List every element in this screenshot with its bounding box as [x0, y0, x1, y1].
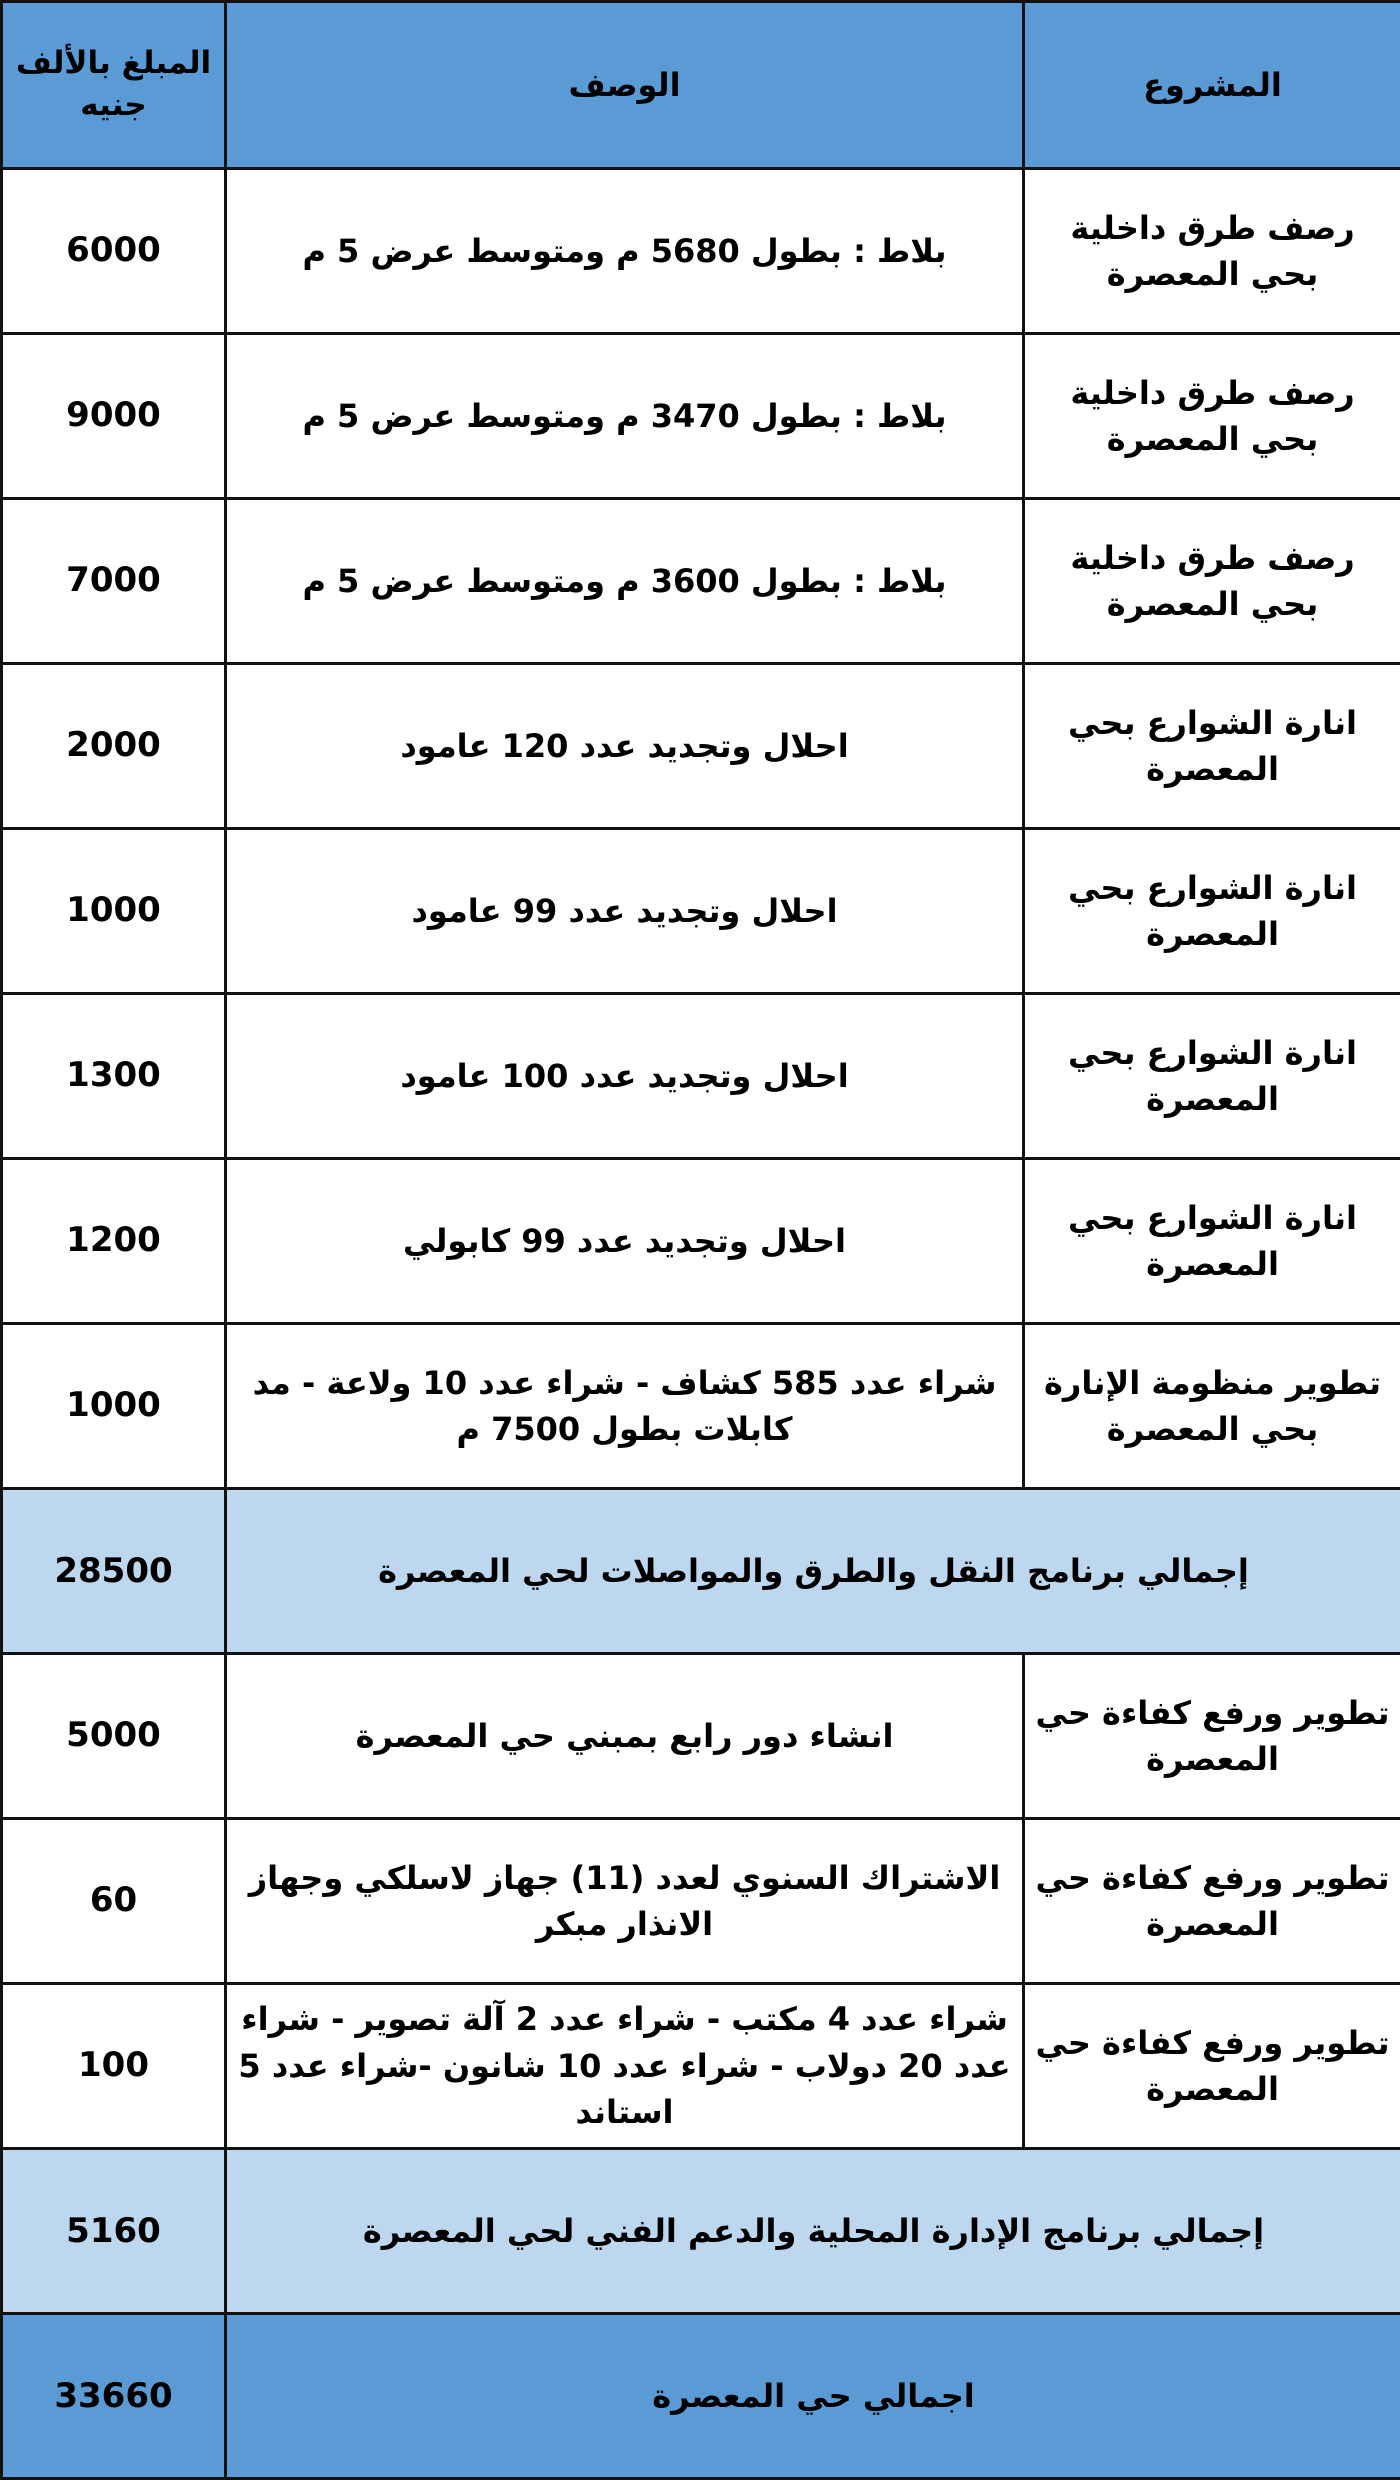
- subtotal-row-administration: [2, 2149, 1400, 2314]
- project-cell: رصف طرق داخلية بحي المعصرة: [1024, 499, 1400, 664]
- project-cell: تطوير منظومة الإنارة بحي المعصرة: [1024, 1324, 1400, 1489]
- grand-total-amount: 33660: [2, 2314, 226, 2479]
- project-cell: تطوير ورفع كفاءة حي المعصرة: [1024, 1654, 1400, 1819]
- project-cell: انارة الشوارع بحي المعصرة: [1024, 664, 1400, 829]
- amount-cell: 9000: [2, 334, 226, 499]
- amount-cell: 1000: [2, 1324, 226, 1489]
- description-cell: احلال وتجديد عدد 120 عامود: [226, 664, 1024, 829]
- table-row: [2, 169, 1400, 334]
- project-cell: رصف طرق داخلية بحي المعصرة: [1024, 169, 1400, 334]
- project-cell: تطوير ورفع كفاءة حي المعصرة: [1024, 1819, 1400, 1984]
- description-cell: شراء عدد 585 كشاف - شراء عدد 10 ولاعة - مد كابلات بطول 7500 م: [226, 1324, 1024, 1489]
- description-cell: انشاء دور رابع بمبني حي المعصرة: [226, 1654, 1024, 1819]
- header-description: الوصف: [226, 2, 1024, 169]
- grand-total-row: [2, 2314, 1400, 2479]
- table-row: [2, 1984, 1400, 2149]
- subtotal-amount: 28500: [2, 1489, 226, 1654]
- table-row: [2, 1159, 1400, 1324]
- header-amount: المبلغ بالألف جنيه: [2, 2, 226, 169]
- description-cell: الاشتراك السنوي لعدد (11) جهاز لاسلكي وجهاز الانذار مبكر: [226, 1819, 1024, 1984]
- description-cell: شراء عدد 4 مكتب - شراء عدد 2 آلة تصوير - شراء عدد 20 دولاب - شراء عدد 10 شانون -شراء عدد 5 استاند: [226, 1984, 1024, 2149]
- subtotal-amount: 5160: [2, 2149, 226, 2314]
- header-project: المشروع: [1024, 2, 1400, 169]
- description-cell: احلال وتجديد عدد 99 كابولي: [226, 1159, 1024, 1324]
- table-row: [2, 994, 1400, 1159]
- amount-cell: 100: [2, 1984, 226, 2149]
- amount-cell: 6000: [2, 169, 226, 334]
- grand-total-label: اجمالي حي المعصرة: [226, 2314, 1400, 2479]
- description-cell: احلال وتجديد عدد 99 عامود: [226, 829, 1024, 994]
- project-cell: انارة الشوارع بحي المعصرة: [1024, 829, 1400, 994]
- subtotal-label: إجمالي برنامج الإدارة المحلية والدعم الفني لحي المعصرة: [226, 2149, 1400, 2314]
- table-row: [2, 334, 1400, 499]
- table-row: [2, 1654, 1400, 1819]
- project-cell: تطوير ورفع كفاءة حي المعصرة: [1024, 1984, 1400, 2149]
- amount-cell: 5000: [2, 1654, 226, 1819]
- amount-cell: 1000: [2, 829, 226, 994]
- project-cell: انارة الشوارع بحي المعصرة: [1024, 1159, 1400, 1324]
- table-row: [2, 829, 1400, 994]
- subtotal-label: إجمالي برنامج النقل والطرق والمواصلات لحي المعصرة: [226, 1489, 1400, 1654]
- table-row: [2, 664, 1400, 829]
- amount-cell: 60: [2, 1819, 226, 1984]
- amount-cell: 7000: [2, 499, 226, 664]
- subtotal-row-transport: [2, 1489, 1400, 1654]
- project-cell: رصف طرق داخلية بحي المعصرة: [1024, 334, 1400, 499]
- amount-cell: 2000: [2, 664, 226, 829]
- description-cell: بلاط : بطول 3470 م ومتوسط عرض 5 م: [226, 334, 1024, 499]
- project-cell: انارة الشوارع بحي المعصرة: [1024, 994, 1400, 1159]
- description-cell: بلاط : بطول 5680 م ومتوسط عرض 5 م: [226, 169, 1024, 334]
- table-row: [2, 1819, 1400, 1984]
- amount-cell: 1200: [2, 1159, 226, 1324]
- table-header-row: [2, 2, 1400, 169]
- table-row: [2, 1324, 1400, 1489]
- description-cell: بلاط : بطول 3600 م ومتوسط عرض 5 م: [226, 499, 1024, 664]
- table-row: [2, 499, 1400, 664]
- description-cell: احلال وتجديد عدد 100 عامود: [226, 994, 1024, 1159]
- amount-cell: 1300: [2, 994, 226, 1159]
